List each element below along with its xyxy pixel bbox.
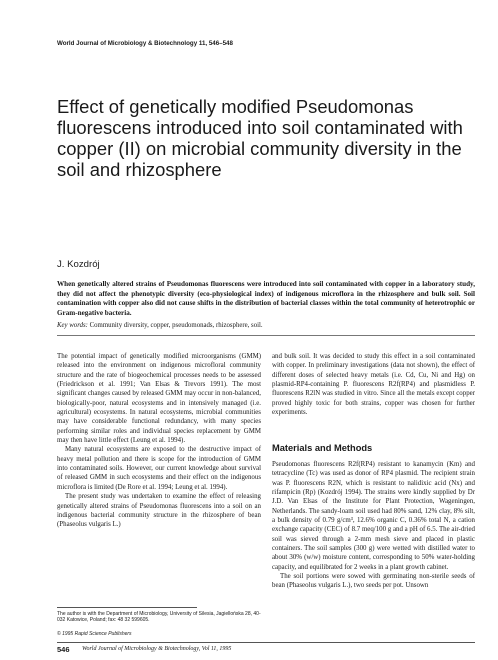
footer-divider	[57, 642, 475, 643]
divider	[57, 335, 475, 336]
footnote-divider	[57, 607, 197, 608]
journal-header: World Journal of Microbiology & Biotechnology 11, 546–548	[57, 40, 233, 47]
article-title: Effect of genetically modified Pseudomonas fluorescens introduced into soil contaminated with copper (II) on microbial community diversity in the soil and rhizosphere	[57, 96, 463, 180]
author-name: J. Kozdrój	[57, 259, 100, 270]
body-column-right-intro	[272, 352, 475, 417]
paragraph: The potential impact of genetically modified microorganisms (GMM) released into the environment on indigenous microfloral community structure and the rate of biogeochemical processes needs to be assessed (Friedrickson et al. 1991; Van Elsas & Trevors 1991). The most significant changes caused by released GMM may occur in non-balanced, biologically-poor, natural ecosystems and in intensively managed (i.e. agricultural) ecosystems. In natural ecosystems, microbial communities may have considerable functional redundancy, with many species performing similar roles and individual species replacement by GMM may then have little effect (Leung et al. 1994).	[57, 353, 261, 445]
paragraph: The present study was undertaken to examine the effect of releasing genetically altered strains of Pseudomonas fluorescens into a soil on an indigenous bacterial community structure in the rhizosphere of bean (Phaseolus vulgaris L.)	[57, 493, 261, 529]
copyright: © 1995 Rapid Science Publishers	[57, 631, 132, 637]
keywords-label: Key words:	[57, 322, 88, 329]
body-column-left	[57, 352, 261, 530]
paragraph: and bulk soil. It was decided to study this effect in a soil contaminated with copper. In preliminary investigations (data not shown), the effect of different doses of selected heavy metals (i.e. Cd, Cu, Ni and Hg) on plasmid-RP4-containing P. fluorescens R2f(RP4) and plasmidless P. fluorescens R2lN was studied in vitro. Since all the metals except copper proved highly toxic for both strains, copper was chosen for further experiments.	[272, 353, 475, 417]
section-heading-methods: Materials and Methods	[272, 443, 373, 453]
body-column-right-methods	[272, 460, 475, 591]
keywords	[57, 321, 475, 330]
paragraph: Many natural ecosystems are exposed to the destructive impact of heavy metal pollution and there is scope for the introduction of GMM into contaminated soils. However, our current knowledge about survival of released GMM in such ecosystems and their effect on the indigenous microflora is limited (De Rore et al. 1994; Leung et al. 1994).	[57, 446, 261, 491]
keywords-text: Community diversity, copper, pseudomonads, rhizosphere, soil.	[89, 322, 263, 329]
abstract: When genetically altered strains of Pseudomonas fluorescens were introduced into soil contaminated with copper in a laboratory study, they did not affect the phenotypic diversity (eco-physiological index) of indigenous microflora in the rhizosphere and bulk soil. Soil contamination with copper also did not cause shifts in the distribution of bacterial classes within the total community of heterotrophic or Gram-negative bacteria.	[57, 280, 475, 317]
paragraph: The soil portions were sowed with germinating non-sterile seeds of bean (Phaseolus vulgaris L.), two seeds per pot. Unsown	[272, 573, 475, 590]
author-footnote: The author is with the Department of Microbiology, University of Silesia, Jagiellońska 28, 40-032 Katowice, Poland; fax: 48 32 599605.	[57, 611, 261, 624]
paragraph: Pseudomonas fluorescens R2f(RP4) resistant to kanamycin (Km) and tetracycline (Tc) was used as donor of RP4 plasmid. The recipient strain was P. fluorescens R2N, which is resistant to nalidixic acid (Nx) and rifampicin (Rp) (Kozdrój 1994). The strains were kindly supplied by Dr J.D. Van Elsas of the Institute for Plant Protection, Wageningen, Netherlands. The sandy-loam soil used had 80% sand, 12% clay, 8% silt, a bulk density of 0.79 g/cm³, 12.6% organic C, 0.36% total N, a cation exchange capacity (CEC) of 8.7 meq/100 g and a pH of 6.5. The air-dried soil was sieved through a 2-mm mesh sieve and placed in plastic containers. The soil samples (300 g) were wetted with distilled water to about 30% (w/w) moisture content, corresponding to 50% water-holding capacity, and equilibrated for 2 weeks in a plant growth cabinet.	[272, 461, 475, 571]
page-number: 546	[57, 645, 70, 654]
footer-journal: World Journal of Microbiology & Biotechnology, Vol 11, 1995	[82, 646, 232, 652]
